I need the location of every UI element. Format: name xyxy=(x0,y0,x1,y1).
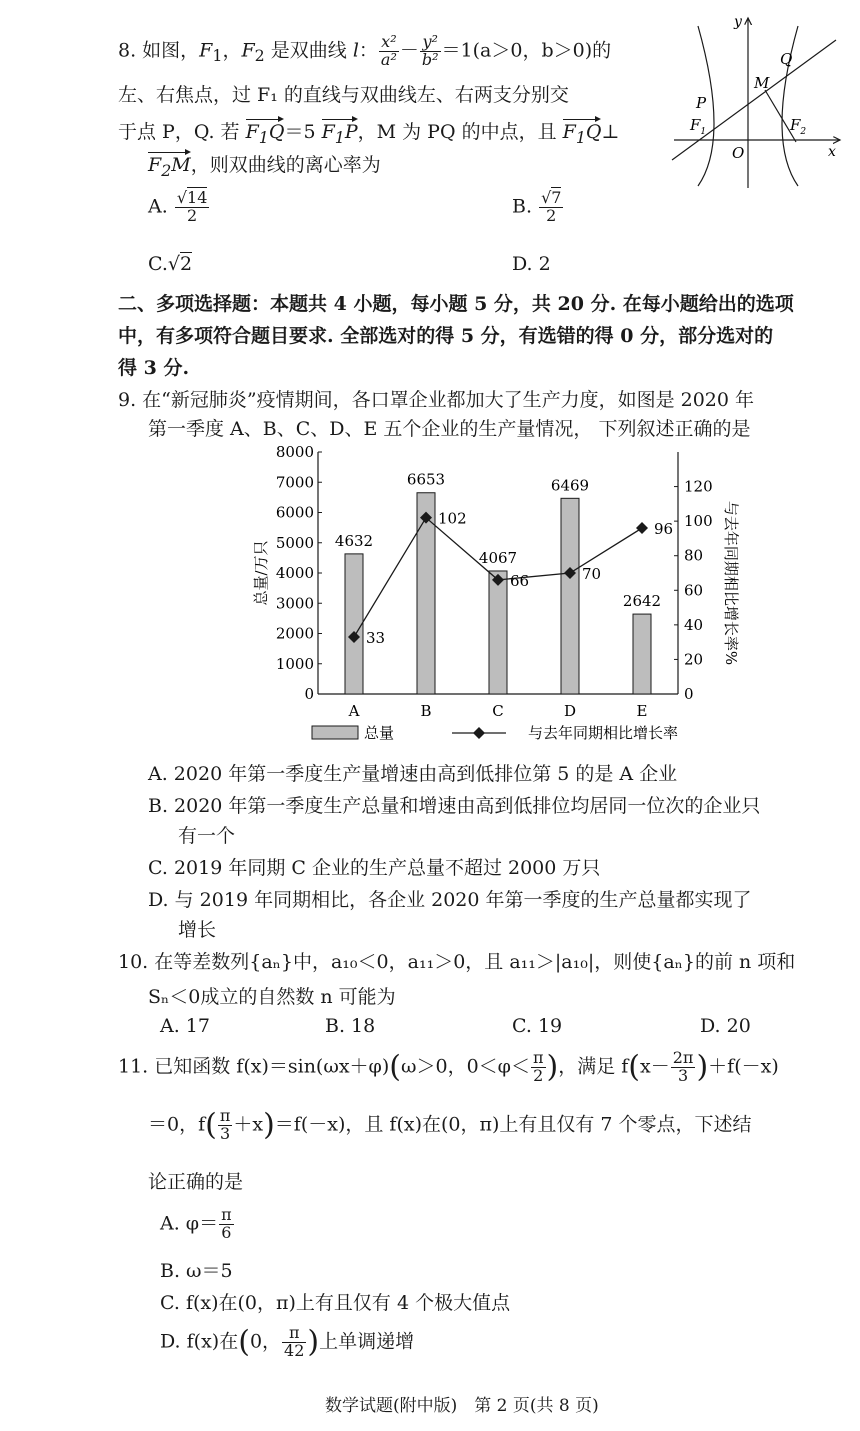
bar-label-C: 4067 xyxy=(478,548,518,567)
q10-option-a: A. 17 xyxy=(160,1015,210,1037)
q9-option-d-line2: 增长 xyxy=(178,919,217,941)
q8-line4: $F_2M$，则双曲线的离心率为 xyxy=(148,150,381,180)
bar-E xyxy=(633,614,651,694)
bar-label-D: 6469 xyxy=(550,476,590,495)
y-tick-label: 2000 xyxy=(275,624,314,643)
q11-line1: 11. 已知函数 f(x)＝sin(ωx＋φ)(ω＞0，0＜φ＜ $\frac{\pi}{2}$ )，满足 f(x－ $\frac{2\pi}{3}$ )＋f(－x) xyxy=(118,1048,779,1085)
q8-line3-d: ⊥ xyxy=(601,121,620,143)
q8-line2: 左、右焦点，过 F₁ 的直线与双曲线左、右两支分别交 xyxy=(118,84,569,106)
label-o: O xyxy=(732,144,745,162)
y2-tick-label: 60 xyxy=(684,581,704,600)
q11-cond: ω＞0，0＜φ＜ xyxy=(401,1055,530,1078)
q11-tail1: ＋f(－x) xyxy=(708,1055,779,1078)
label-x: x xyxy=(828,144,836,160)
y-axis-title: 总量/万只 xyxy=(252,540,270,606)
q8-option-b-label: B. xyxy=(512,195,533,218)
x-tick-label-E: E xyxy=(636,702,648,720)
q8-eq-rhs: ＝1(a＞0，b＞0)的 xyxy=(441,39,612,62)
q11-line3: 论正确的是 xyxy=(148,1171,244,1193)
q11-option-c: C. f(x)在(0，π)上有且仅有 4 个极大值点 xyxy=(160,1292,511,1314)
y2-tick-label: 20 xyxy=(684,650,704,669)
label-p: P xyxy=(696,94,707,112)
q11-line2: ＝0，f( $\frac{\pi}{3}$ ＋x)＝f(－x)，且 f(x)在(0，π)上有且仅有 7 个零点，下述结 xyxy=(148,1106,752,1143)
q9-option-a: A. 2020 年第一季度生产量增速由高到低排位第 5 的是 A 企业 xyxy=(148,763,678,785)
y2-tick-label: 80 xyxy=(684,546,704,565)
growth-point-E xyxy=(636,522,648,534)
q8-option-c: C.√2 xyxy=(148,253,193,275)
growth-label-E: 96 xyxy=(654,520,674,539)
q9-option-b-line1: B. 2020 年第一季度生产总量和增速由高到低排位均居同一位次的企业只 xyxy=(148,795,761,817)
q9-option-d-line1: D. 与 2019 年同期相比，各企业 2020 年第一季度的生产总量都实现了 xyxy=(148,889,752,911)
label-f1: $F_1$ xyxy=(690,116,707,137)
bar-label-A: 4632 xyxy=(334,531,374,550)
growth-label-D: 70 xyxy=(582,565,602,583)
q9-option-b-line2: 有一个 xyxy=(178,825,236,847)
section2-line3: 得 3 分. xyxy=(118,357,190,379)
q8-line3: 于点 P，Q. 若 $F_1Q=5$ $F_1P$，M 为 PQ 的中点，且 $F_1Q\perp$ xyxy=(118,117,619,147)
growth-label-A: 33 xyxy=(366,628,386,647)
q8-line3-c: ，M 为 PQ 的中点，且 xyxy=(357,121,557,143)
x-tick-label-B: B xyxy=(420,702,432,720)
q10-option-b: B. 18 xyxy=(325,1015,376,1037)
x-tick-label-C: C xyxy=(492,702,504,720)
q11-option-b: B. ω＝5 xyxy=(160,1260,233,1282)
q8-prefix: 8. 如图， xyxy=(118,39,200,62)
y2-axis-title: 与去年同期相比增长率% xyxy=(722,500,740,666)
q10-option-d: D. 20 xyxy=(700,1015,751,1037)
q8-text: 是双曲线 xyxy=(270,39,347,62)
bar-label-E: 2642 xyxy=(622,592,662,611)
x-tick-label-D: D xyxy=(563,702,577,720)
label-y: y xyxy=(734,14,742,30)
q8-hyperbola-figure xyxy=(668,10,848,190)
y2-tick-label: 120 xyxy=(684,477,713,496)
q10-line1: 10. 在等差数列{aₙ}中，a₁₀＜0，a₁₁＞0，且 a₁₁＞|a₁₀|，则使{aₙ}的前 n 项和 xyxy=(118,951,796,973)
label-f2: $F_2$ xyxy=(790,116,807,137)
q9-line2: 第一季度 A、B、C、D、E 五个企业的生产量情况， 下列叙述正确的是 xyxy=(148,418,751,440)
section2-line1: 二、多项选择题：本题共 4 小题，每小题 5 分，共 20 分. 在每小题给出的选项 xyxy=(118,293,794,315)
q8-option-b: B. $\frac{√7}{2}$ xyxy=(512,188,562,225)
q11-option-a-label: A. φ＝ xyxy=(160,1212,219,1235)
q8-line3-b: ＝5 xyxy=(284,121,316,143)
legend-line-marker xyxy=(473,727,485,739)
q8-line1: 8. 如图，$F_1$，$F_2$ 是双曲线 l： $\frac{\text{x²}}{\text{a²}}$ － $\frac{\text{y²}}{\text{b²}}$ ＝1(a＞0，b＞0)的 xyxy=(118,32,612,69)
q8-option-a-label: A. xyxy=(148,195,168,218)
label-q: Q xyxy=(780,50,793,68)
legend-bar-label: 总量 xyxy=(364,724,395,742)
y2-tick-label: 0 xyxy=(684,685,694,703)
bar-label-B: 6653 xyxy=(406,470,446,489)
q11-line2-a: ＝0，f xyxy=(148,1113,206,1136)
section2-line2: 中，有多项符合题目要求. 全部选对的得 5 分，有选错的得 0 分，部分选对的 xyxy=(118,325,774,347)
y-tick-label: 6000 xyxy=(275,503,314,522)
q8-option-d: D. 2 xyxy=(512,253,551,275)
growth-label-C: 66 xyxy=(510,571,530,590)
y2-tick-label: 40 xyxy=(684,615,704,634)
q9-line1: 9. 在“新冠肺炎”疫情期间，各口罩企业都加大了生产力度，如图是 2020 年 xyxy=(118,389,755,411)
y-tick-label: 0 xyxy=(304,685,314,703)
q9-option-c: C. 2019 年同期 C 企业的生产总量不超过 2000 万只 xyxy=(148,857,601,879)
bar-D xyxy=(561,498,579,694)
q11-prefix: 11. 已知函数 f(x)＝sin(ωx＋φ) xyxy=(118,1055,390,1078)
y-tick-label: 7000 xyxy=(275,473,314,492)
x-tick-label-A: A xyxy=(348,702,360,720)
q8-line4-text: ，则双曲线的离心率为 xyxy=(190,154,381,176)
y-tick-label: 4000 xyxy=(275,564,314,582)
q11-mid: ，满足 f xyxy=(558,1055,629,1078)
q8-option-a: A. $\frac{√14}{2}$ xyxy=(148,188,208,225)
y-tick-label: 3000 xyxy=(275,594,314,613)
q11-option-d-a: D. f(x)在 xyxy=(160,1330,239,1353)
q11-option-d-b: 上单调递增 xyxy=(319,1330,415,1353)
q10-line2: Sₙ＜0成立的自然数 n 可能为 xyxy=(148,986,396,1008)
q9-production-chart xyxy=(240,438,740,756)
q11-option-d: D. f(x)在(0， $\frac{\pi}{42}$ )上单调递增 xyxy=(160,1323,415,1360)
y2-tick-label: 100 xyxy=(684,512,713,531)
y-tick-label: 1000 xyxy=(275,654,314,673)
bar-C xyxy=(489,571,507,694)
q8-line3-a: 于点 P，Q. 若 xyxy=(118,121,240,143)
q10-option-c: C. 19 xyxy=(512,1015,563,1037)
label-m: M xyxy=(754,74,770,92)
page-footer: 数学试题(附中版) 第 2 页(共 8 页) xyxy=(325,1396,599,1416)
legend-line-label: 与去年同期相比增长率 xyxy=(528,724,679,742)
y-tick-label: 5000 xyxy=(275,533,314,552)
q11-option-a: A. φ＝ $\frac{\pi}{6}$ xyxy=(160,1205,232,1242)
q8-option-c-label: C. xyxy=(148,253,168,275)
q11-line2-b: ＝f(－x)，且 f(x)在(0，π)上有且仅有 7 个零点，下述结 xyxy=(274,1113,752,1136)
bar-A xyxy=(345,554,363,694)
y-tick-label: 8000 xyxy=(275,443,314,461)
growth-label-B: 102 xyxy=(438,509,467,528)
legend-bar-swatch xyxy=(312,726,358,739)
